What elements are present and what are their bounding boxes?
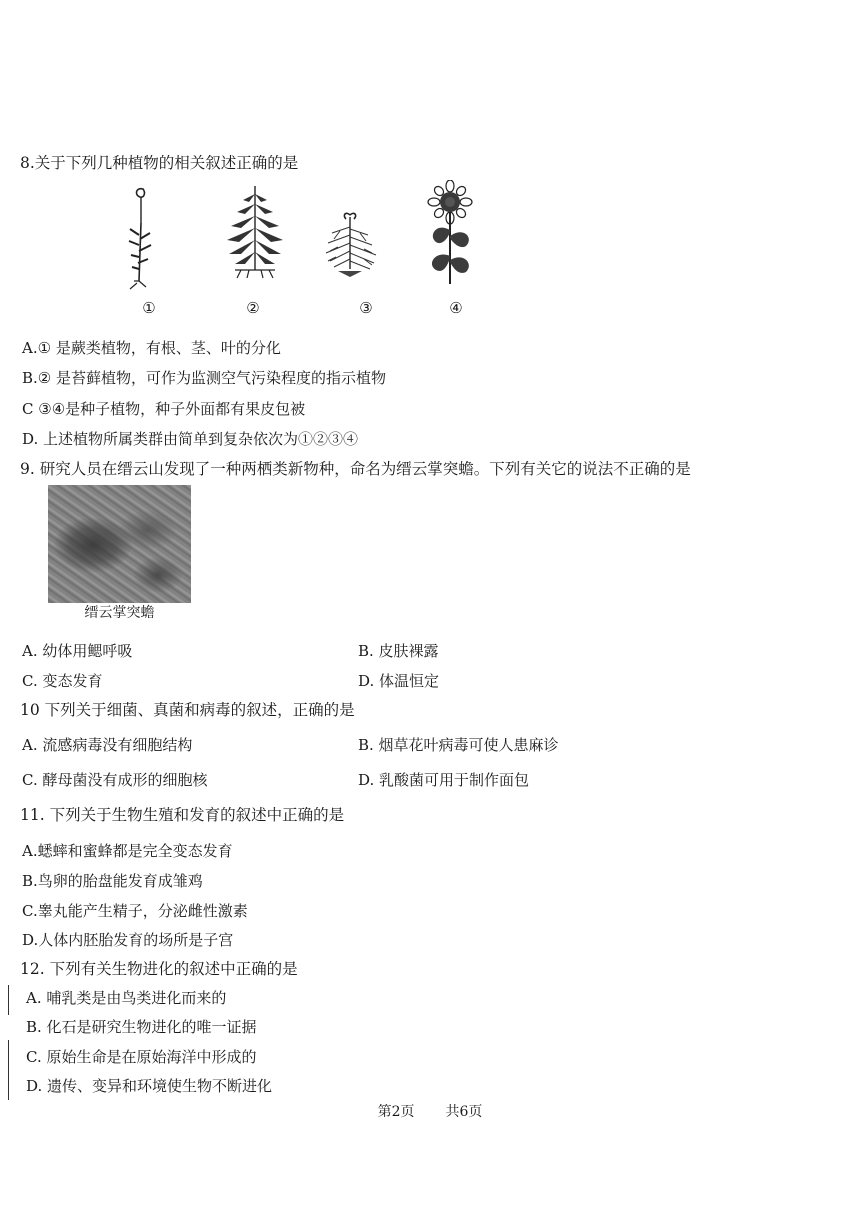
q8-option-a: A.① 是蕨类植物，有根、茎、叶的分化	[22, 339, 281, 357]
q9-option-c: C. 变态发育	[22, 672, 103, 690]
page-number: 第2页	[377, 1104, 415, 1120]
q12-option-a: A. 哺乳类是由鸟类进化而来的	[26, 989, 227, 1007]
q12-option-b: B. 化石是研究生物进化的唯一证据	[26, 1018, 257, 1036]
q10-option-c: C. 酵母菌没有成形的细胞核	[22, 771, 208, 789]
figure-label-4: ④	[449, 299, 463, 317]
q9-option-d: D. 体温恒定	[358, 672, 440, 690]
q10-option-d: D. 乳酸菌可用于制作面包	[358, 771, 530, 789]
frog-photo-caption: 缙云掌突蟾	[84, 605, 155, 621]
q11-option-a: A.蟋蟀和蜜蜂都是完全变态发育	[22, 842, 233, 860]
page-total: 共6页	[445, 1104, 483, 1120]
q12-stem: 12. 下列有关生物进化的叙述中正确的是	[20, 960, 298, 978]
q11-option-d: D.人体内胚胎发育的场所是子宫	[22, 931, 234, 949]
q10-option-b: B. 烟草花叶病毒可使人患麻诊	[358, 736, 559, 754]
q12-option-c: C. 原始生命是在原始海洋中形成的	[26, 1048, 257, 1066]
fern-plant-figure	[215, 182, 295, 282]
figure-label-1: ①	[142, 299, 156, 317]
q9-stem: 9. 研究人员在缙云山发现了一种两栖类新物种，命名为缙云掌突蟾。下列有关它的说法不正确的是	[20, 460, 691, 478]
q11-stem: 11. 下列关于生物生殖和发育的叙述中正确的是	[20, 806, 345, 824]
q12-option-d: D. 遗传、变异和环境使生物不断进化	[26, 1077, 273, 1095]
sunflower-plant-figure	[418, 180, 482, 290]
q9-option-a: A. 幼体用鳃呼吸	[22, 642, 133, 660]
figure-label-3: ③	[359, 299, 373, 317]
q10-option-a: A. 流感病毒没有细胞结构	[22, 736, 193, 754]
q9-option-b: B. 皮肤裸露	[358, 642, 439, 660]
gymnosperm-plant-figure	[320, 207, 385, 282]
q8-option-b: B.② 是苔藓植物，可作为监测空气污染程度的指示植物	[22, 369, 387, 387]
moss-plant-figure	[118, 183, 168, 293]
q10-stem: 10 下列关于细菌、真菌和病毒的叙述，正确的是	[20, 701, 355, 719]
margin-scan-line	[8, 985, 9, 1015]
margin-scan-line	[8, 1040, 9, 1100]
page-footer	[0, 1103, 860, 1121]
frog-photo	[48, 485, 191, 603]
q8-option-d: D. 上述植物所属类群由简单到复杂依次为①②③④	[22, 430, 359, 448]
figure-label-2: ②	[246, 299, 260, 317]
q11-option-b: B.鸟卵的胎盘能发育成雏鸡	[22, 872, 203, 890]
q8-option-c: C ③④是种子植物，种子外面都有果皮包被	[22, 400, 306, 418]
q11-option-c: C.睾丸能产生精子，分泌雌性激素	[22, 902, 248, 920]
q8-stem: 8.关于下列几种植物的相关叙述正确的是	[20, 154, 299, 172]
